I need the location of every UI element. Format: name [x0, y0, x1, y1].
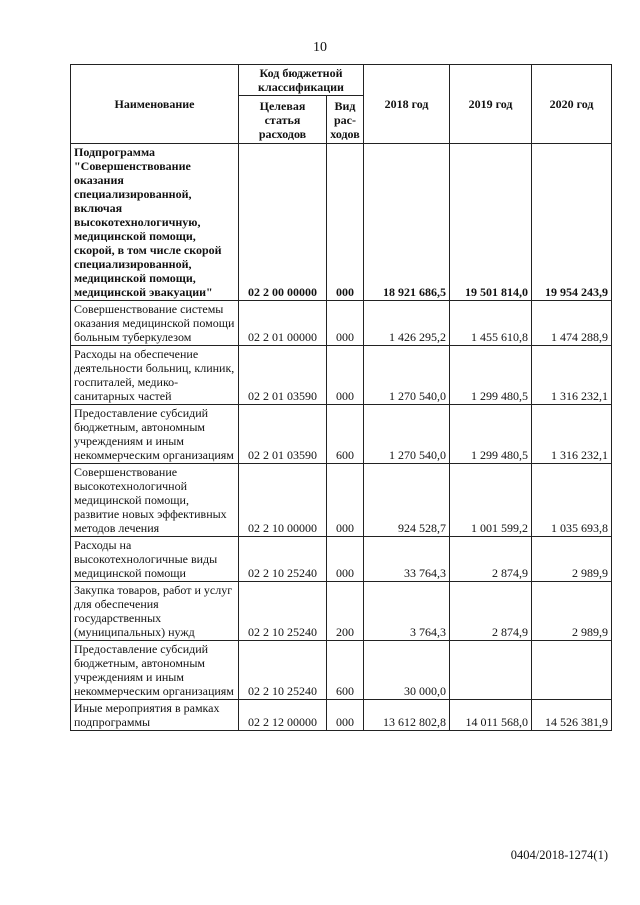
- table-body: [71, 144, 612, 731]
- table-row: [71, 346, 612, 405]
- row-amount-2018: 924 528,7: [364, 464, 450, 537]
- row-amount-2020: 1 035 693,8: [532, 464, 612, 537]
- row-expense-type: 200: [327, 582, 364, 641]
- row-amount-2019: 1 455 610,8: [450, 301, 532, 346]
- header-2019: 2019 год: [450, 65, 532, 144]
- row-expense-type: 000: [327, 700, 364, 731]
- row-target-article: 02 2 10 00000: [239, 464, 327, 537]
- row-amount-2018: 1 270 540,0: [364, 346, 450, 405]
- row-name: Подпрограмма "Совершенствование оказания специализированной, включая высокотехнологичную, медицинской помощи, скорой, в том числе скорой специализированной, медицинской помощи, медицинской эвакуации": [71, 144, 239, 301]
- row-amount-2020: [532, 641, 612, 700]
- row-amount-2020: 2 989,9: [532, 582, 612, 641]
- row-name: Совершенствование системы оказания медицинской помощи больным туберкулезом: [71, 301, 239, 346]
- row-amount-2020: 1 316 232,1: [532, 346, 612, 405]
- row-name: Предоставление субсидий бюджетным, автономным учреждениям и иным некоммерческим организациям: [71, 405, 239, 464]
- row-amount-2020: 1 316 232,1: [532, 405, 612, 464]
- table-row: [71, 464, 612, 537]
- row-target-article: 02 2 01 03590: [239, 405, 327, 464]
- row-target-article: 02 2 10 25240: [239, 641, 327, 700]
- row-target-article: 02 2 10 25240: [239, 582, 327, 641]
- table-row: [71, 582, 612, 641]
- row-amount-2018: 1 426 295,2: [364, 301, 450, 346]
- row-target-article: 02 2 12 00000: [239, 700, 327, 731]
- row-amount-2018: 13 612 802,8: [364, 700, 450, 731]
- row-amount-2019: 2 874,9: [450, 537, 532, 582]
- table-row: [71, 641, 612, 700]
- header-2018: 2018 год: [364, 65, 450, 144]
- row-target-article: 02 2 00 00000: [239, 144, 327, 301]
- page-number: 10: [313, 40, 327, 55]
- document-code: 0404/2018-1274(1): [510, 848, 608, 862]
- header-target-article: Целевая статья расходов: [239, 96, 327, 144]
- table-row: [71, 405, 612, 464]
- header-name: Наименование: [71, 65, 239, 144]
- row-expense-type: 000: [327, 464, 364, 537]
- row-name: Закупка товаров, работ и услуг для обеспечения государственных (муниципальных) нужд: [71, 582, 239, 641]
- header-expense-type: Вид рас- ходов: [327, 96, 364, 144]
- table-row: [71, 537, 612, 582]
- header-budget-code: Код бюджетной классификации: [239, 65, 364, 96]
- row-expense-type: 000: [327, 301, 364, 346]
- row-amount-2020: 19 954 243,9: [532, 144, 612, 301]
- row-name: Предоставление субсидий бюджетным, автономным учреждениям и иным некоммерческим организациям: [71, 641, 239, 700]
- row-amount-2020: 2 989,9: [532, 537, 612, 582]
- row-amount-2018: 30 000,0: [364, 641, 450, 700]
- row-expense-type: 000: [327, 537, 364, 582]
- row-amount-2018: 18 921 686,5: [364, 144, 450, 301]
- table-row: [71, 700, 612, 731]
- row-amount-2019: 1 001 599,2: [450, 464, 532, 537]
- row-amount-2020: 1 474 288,9: [532, 301, 612, 346]
- row-amount-2019: 1 299 480,5: [450, 405, 532, 464]
- row-amount-2019: 1 299 480,5: [450, 346, 532, 405]
- row-expense-type: 000: [327, 346, 364, 405]
- row-target-article: 02 2 01 00000: [239, 301, 327, 346]
- row-expense-type: 000: [327, 144, 364, 301]
- row-amount-2018: 1 270 540,0: [364, 405, 450, 464]
- row-target-article: 02 2 01 03590: [239, 346, 327, 405]
- row-amount-2018: 3 764,3: [364, 582, 450, 641]
- row-amount-2019: [450, 641, 532, 700]
- row-name: Расходы на обеспечение деятельности больниц, клиник, госпиталей, медико-санитарных частей: [71, 346, 239, 405]
- header-2020: 2020 год: [532, 65, 612, 144]
- table-row: [71, 301, 612, 346]
- row-amount-2018: 33 764,3: [364, 537, 450, 582]
- row-name: Иные мероприятия в рамках подпрограммы: [71, 700, 239, 731]
- row-expense-type: 600: [327, 641, 364, 700]
- row-expense-type: 600: [327, 405, 364, 464]
- row-amount-2019: 19 501 814,0: [450, 144, 532, 301]
- table-row: [71, 144, 612, 301]
- budget-table: [70, 64, 612, 731]
- row-name: Расходы на высокотехнологичные виды медицинской помощи: [71, 537, 239, 582]
- row-amount-2019: 2 874,9: [450, 582, 532, 641]
- row-amount-2019: 14 011 568,0: [450, 700, 532, 731]
- row-target-article: 02 2 10 25240: [239, 537, 327, 582]
- row-name: Совершенствование высокотехнологичной медицинской помощи, развитие новых эффективных методов лечения: [71, 464, 239, 537]
- row-amount-2020: 14 526 381,9: [532, 700, 612, 731]
